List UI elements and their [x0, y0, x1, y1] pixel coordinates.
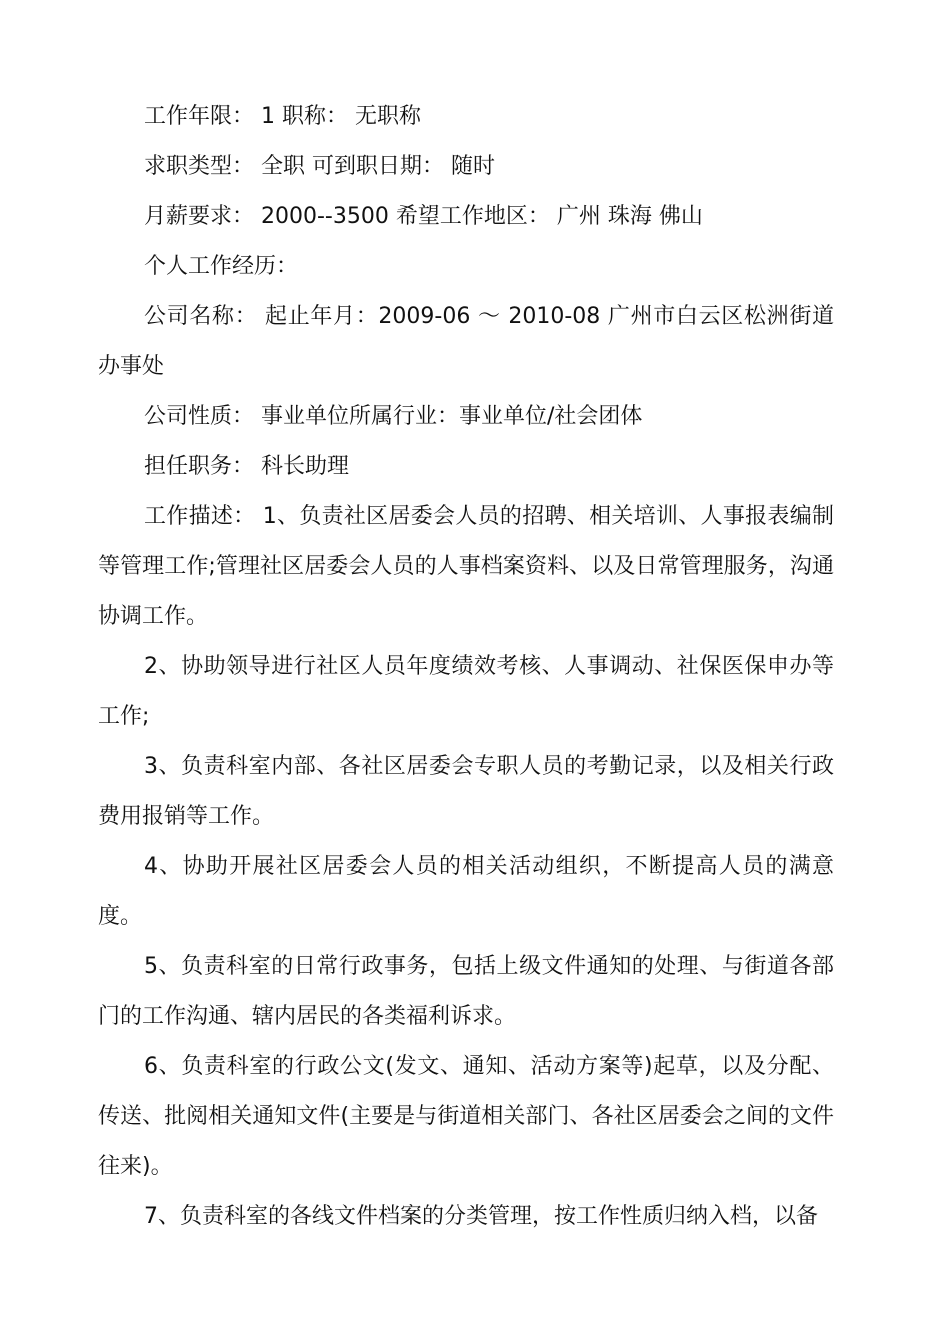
- paragraph-company-name: 公司名称： 起止年月：2009-06 ～ 2010-08 广州市白云区松洲街道办事处: [98, 304, 834, 379]
- paragraph-duty-4: 4、协助开展社区居委会人员的相关活动组织，不断提高人员的满意度。: [98, 854, 834, 929]
- paragraph-salary: 月薪要求： 2000--3500 希望工作地区： 广州 珠海 佛山: [144, 204, 703, 229]
- paragraph-duty-1: 工作描述： 1、负责社区居委会人员的招聘、相关培训、人事报表编制等管理工作;管理社区居委会人员的人事档案资料、以及日常管理服务，沟通协调工作。: [98, 504, 834, 629]
- paragraph-duty-2: 2、协助领导进行社区人员年度绩效考核、人事调动、社保医保申办等工作;: [98, 654, 834, 729]
- paragraph-job-type: 求职类型： 全职 可到职日期： 随时: [144, 154, 495, 179]
- paragraph-duty-5: 5、负责科室的日常行政事务，包括上级文件通知的处理、与街道各部门的工作沟通、辖内居民的各类福利诉求。: [98, 954, 834, 1029]
- paragraph-duty-6: 6、负责科室的行政公文(发文、通知、活动方案等)起草，以及分配、传送、批阅相关通知文件(主要是与街道相关部门、各社区居委会之间的文件往来)。: [98, 1054, 834, 1179]
- paragraph-company-type: 公司性质： 事业单位所属行业：事业单位/社会团体: [144, 404, 643, 429]
- paragraph-position: 担任职务： 科长助理: [144, 454, 349, 479]
- paragraph-work-years: 工作年限： 1 职称： 无职称: [144, 104, 421, 129]
- paragraph-duty-3: 3、负责科室内部、各社区居委会专职人员的考勤记录，以及相关行政费用报销等工作。: [98, 754, 834, 829]
- paragraph-experience-heading: 个人工作经历：: [144, 254, 299, 279]
- paragraph-duty-7: 7、负责科室的各线文件档案的分类管理，按工作性质归纳入档，以备: [144, 1204, 818, 1229]
- resume-body: [98, 92, 834, 1242]
